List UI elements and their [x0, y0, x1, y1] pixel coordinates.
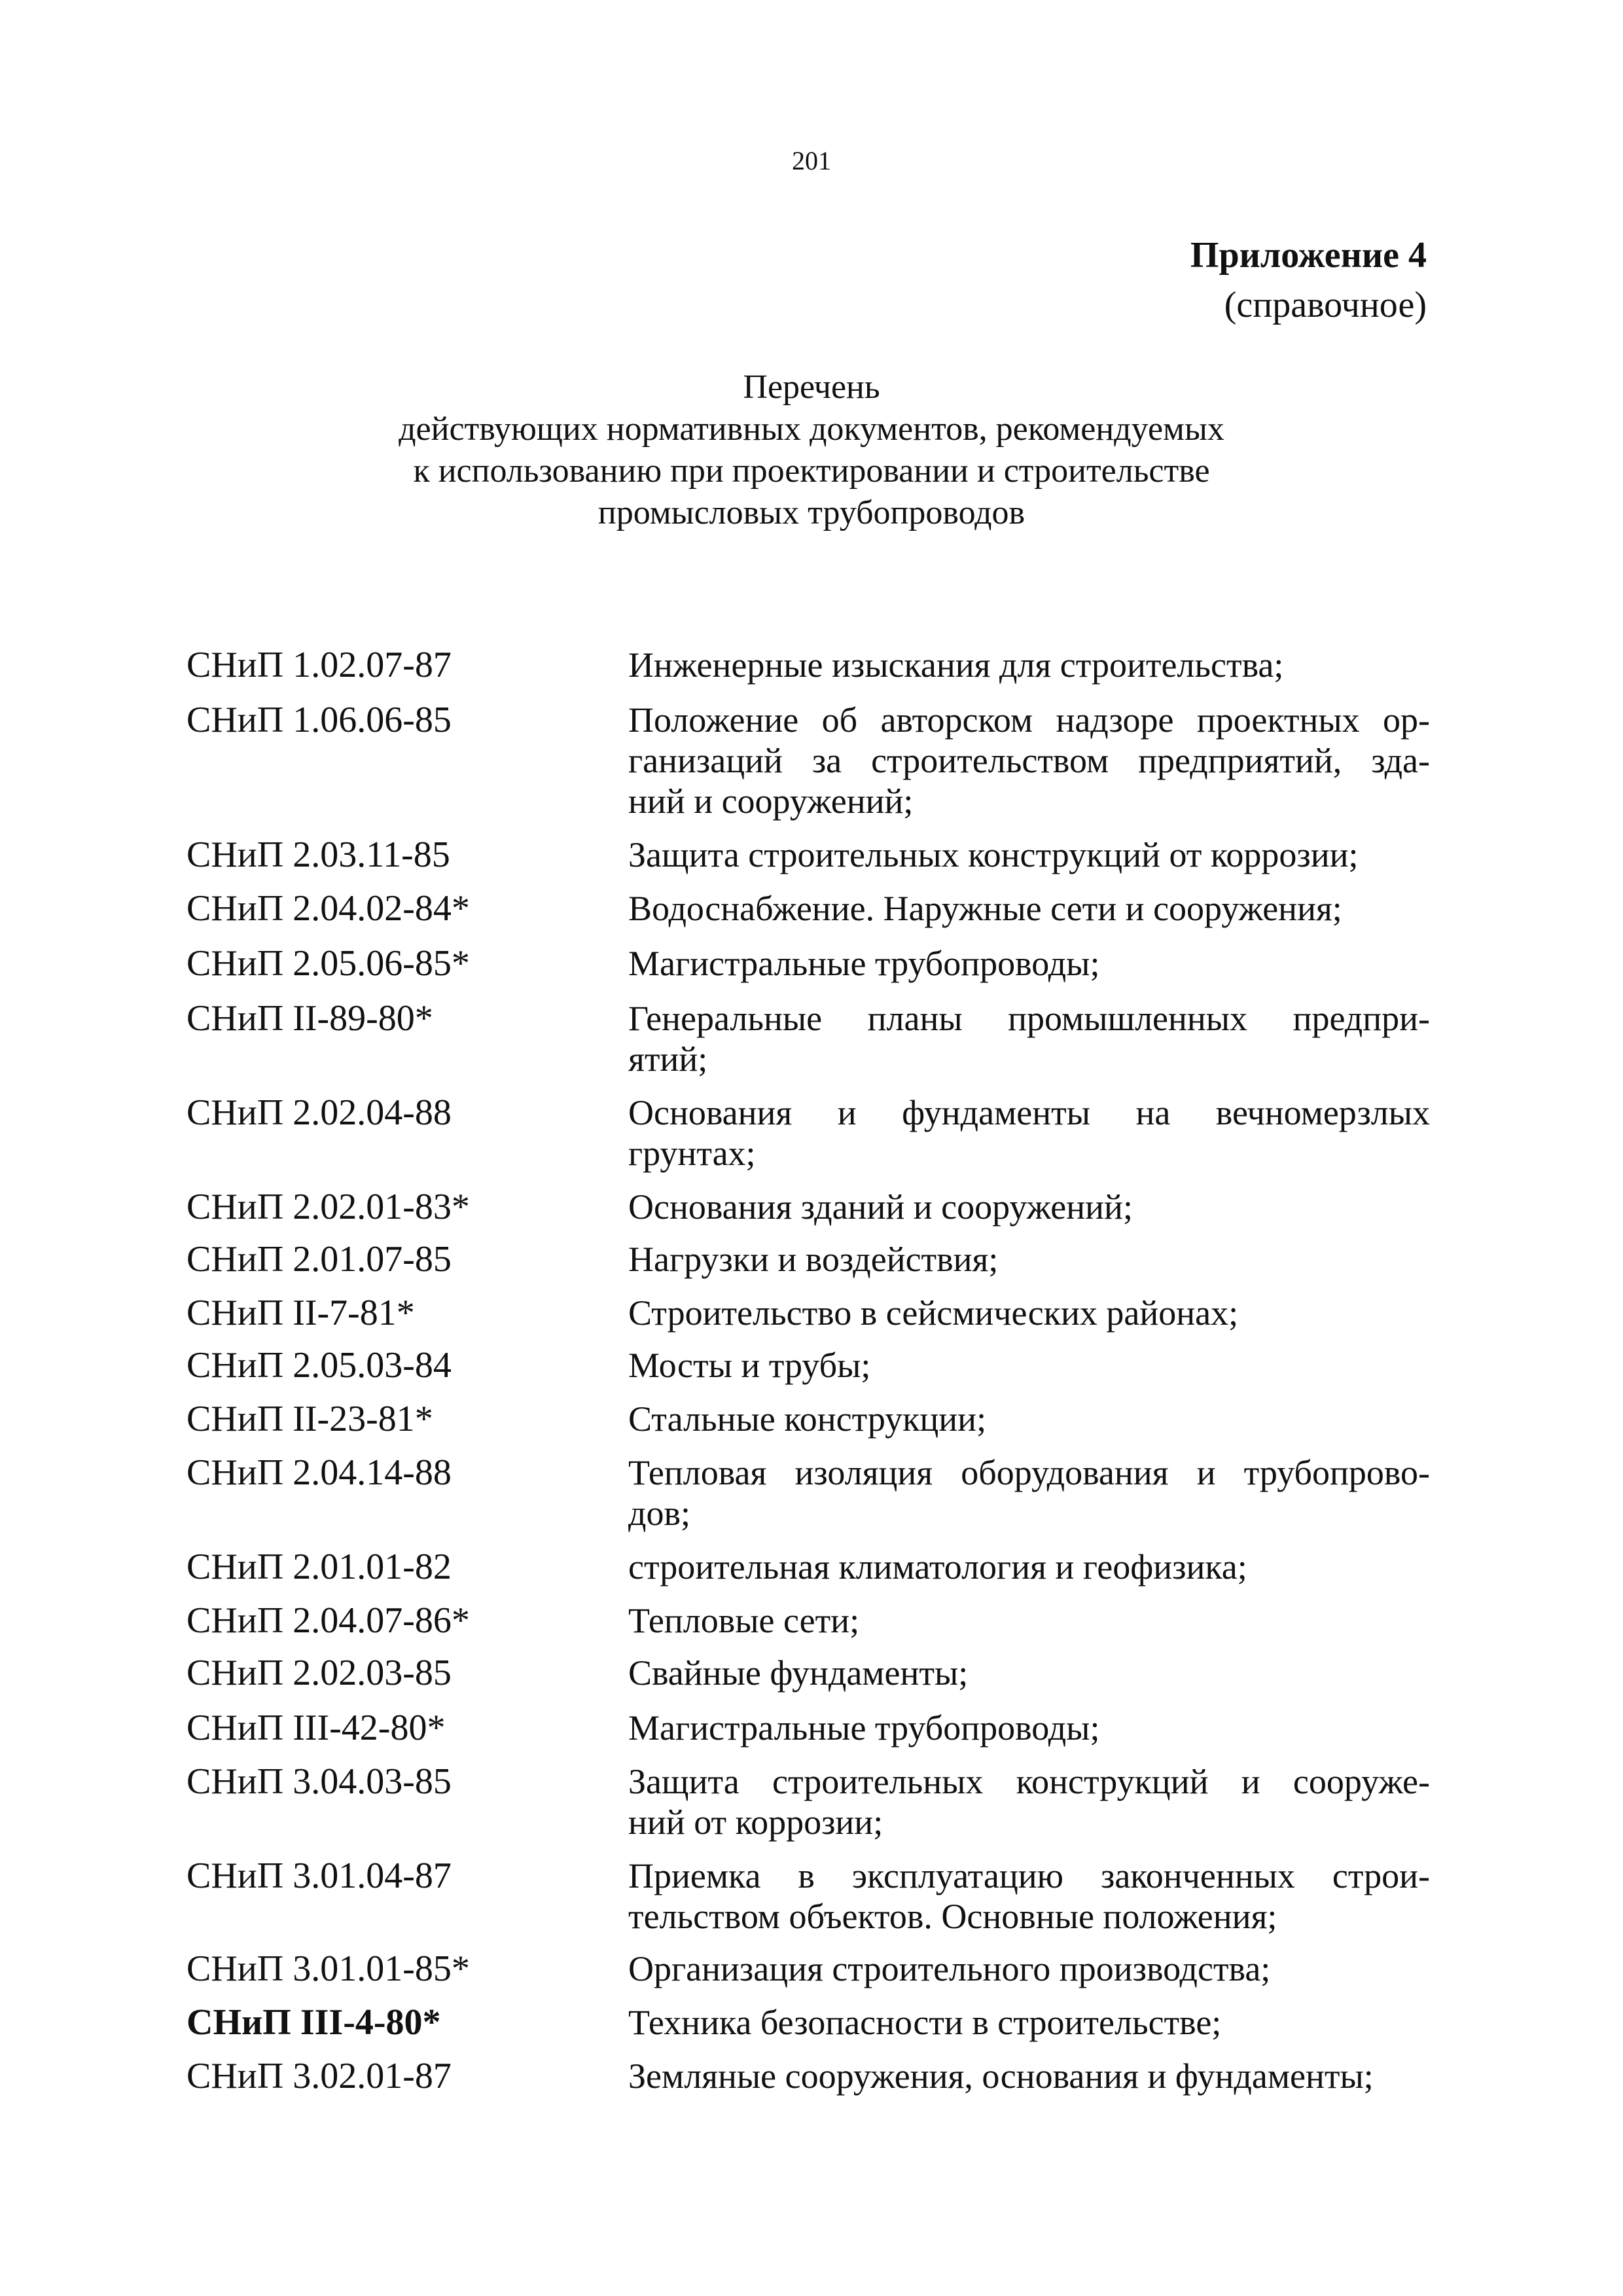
- document-title: [628, 1708, 1430, 1748]
- document-title-line: Строительство в сейсмических районах;: [628, 1293, 1239, 1333]
- document-code: СНиП 2.05.06-85*: [187, 943, 470, 984]
- document-title: [628, 2056, 1430, 2096]
- document-title: [628, 1547, 1430, 1587]
- document-row: [187, 1600, 1430, 1641]
- document-title-line: Тепловые сети;: [628, 1601, 860, 1640]
- document-title-line: ятий;: [628, 1039, 708, 1079]
- document-title: [628, 1948, 1430, 1989]
- document-code: СНиП II-7-81*: [187, 1293, 415, 1333]
- document-title-line: Техника безопасности в строительстве;: [628, 2003, 1222, 2042]
- document-row: [187, 1761, 1430, 1842]
- heading-line: Перечень: [743, 368, 880, 406]
- document-row: [187, 1239, 1430, 1280]
- document-title-line: ганизаций за строительством предприятий, зда-: [628, 741, 1430, 780]
- document-title-line: Генеральные планы промышленных предпри-: [628, 999, 1430, 1038]
- document-title: [628, 700, 1430, 821]
- document-title-line: Организация строительного производства;: [628, 1949, 1271, 1988]
- document-code: СНиП 2.05.03-84: [187, 1345, 452, 1386]
- document-title: [628, 645, 1430, 685]
- document-title: [628, 2002, 1430, 2043]
- document-title-line: Защита строительных конструкций от коррозии;: [628, 835, 1359, 874]
- document-row: [187, 998, 1430, 1079]
- document-list: [187, 632, 1430, 2096]
- document-code: СНиП 2.01.07-85: [187, 1239, 452, 1280]
- appendix-title: Приложение 4: [1190, 235, 1427, 276]
- document-title: [628, 1600, 1430, 1641]
- document-row: [187, 1708, 1430, 1748]
- document-title-line: Положение об авторском надзоре проектных ор-: [628, 700, 1430, 740]
- document-row: [187, 1092, 1430, 1174]
- document-title: [628, 998, 1430, 1079]
- document-title: [628, 1653, 1430, 1693]
- document-code: СНиП 2.03.11-85: [187, 834, 450, 875]
- document-title-line: ний и сооружений;: [628, 781, 914, 821]
- document-title-line: дов;: [628, 1494, 690, 1533]
- document-code: СНиП 2.04.02-84*: [187, 888, 470, 929]
- document-code: СНиП II-23-81*: [187, 1399, 433, 1439]
- document-title-line: Свайные фундаменты;: [628, 1653, 969, 1693]
- appendix-header: [1190, 230, 1427, 330]
- document-title: [628, 888, 1430, 929]
- document-row: [187, 1399, 1430, 1439]
- document-row: [187, 1187, 1430, 1227]
- document-row: [187, 2056, 1430, 2096]
- document-code: СНиП 3.01.04-87: [187, 1856, 452, 1896]
- document-title: [628, 1293, 1430, 1333]
- document-title-line: Магистральные трубопроводы;: [628, 944, 1100, 983]
- document-row: [187, 888, 1430, 929]
- document-row: [187, 700, 1430, 821]
- document-row: [187, 1653, 1430, 1693]
- document-code: СНиП 1.02.07-87: [187, 645, 452, 685]
- document-title-line: Водоснабжение. Наружные сети и сооружения;: [628, 889, 1342, 928]
- document-title-line: Магистральные трубопроводы;: [628, 1708, 1100, 1748]
- document-code: СНиП 2.04.07-86*: [187, 1600, 470, 1641]
- document-row: [187, 1345, 1430, 1386]
- document-title: [628, 1452, 1430, 1534]
- document-title-line: Приемка в эксплуатацию законченных строи-: [628, 1856, 1430, 1895]
- document-title-line: Земляные сооружения, основания и фундаменты;: [628, 2056, 1374, 2096]
- document-row: [187, 834, 1430, 875]
- document-title-line: Тепловая изоляция оборудования и трубопрово-: [628, 1453, 1430, 1492]
- document-row: [187, 943, 1430, 984]
- document-code: СНиП 2.04.14-88: [187, 1452, 452, 1493]
- document-title-line: грунтах;: [628, 1134, 756, 1173]
- document-title: [628, 1399, 1430, 1439]
- document-title: [628, 834, 1430, 875]
- document-code: СНиП 3.04.03-85: [187, 1761, 452, 1802]
- document-code: СНиП III-42-80*: [187, 1708, 446, 1748]
- heading-line: действующих нормативных документов, рекомендуемых: [399, 410, 1224, 448]
- heading-line: к использованию при проектировании и строительстве: [413, 452, 1210, 490]
- appendix-subtitle: (справочное): [1224, 285, 1427, 325]
- document-title: [628, 1092, 1430, 1174]
- document-code: СНиП 2.01.01-82: [187, 1547, 452, 1587]
- document-code: СНиП II-89-80*: [187, 998, 433, 1039]
- document-title: [628, 1761, 1430, 1842]
- document-title-line: строительная климатология и геофизика;: [628, 1547, 1247, 1587]
- document-code: СНиП 1.06.06-85: [187, 700, 452, 740]
- document-title-line: Инженерные изыскания для строительства;: [628, 645, 1284, 685]
- document-row: [187, 1293, 1430, 1333]
- document-title: [628, 1239, 1430, 1280]
- document-title-line: Стальные конструкции;: [628, 1399, 987, 1439]
- document-heading: [0, 367, 1623, 534]
- document-title-line: Основания зданий и сооружений;: [628, 1187, 1133, 1227]
- document-title-line: ний от коррозии;: [628, 1803, 883, 1842]
- document-row: [187, 1547, 1430, 1587]
- document-code: СНиП 2.02.04-88: [187, 1092, 452, 1133]
- page-number: 201: [792, 146, 831, 175]
- document-title-line: тельством объектов. Основные положения;: [628, 1897, 1277, 1936]
- document-title: [628, 1187, 1430, 1227]
- document-title-line: Защита строительных конструкций и сооруже-: [628, 1762, 1430, 1801]
- heading-line: промысловых трубопроводов: [597, 494, 1026, 531]
- document-title: [628, 1345, 1430, 1386]
- document-code: СНиП 3.01.01-85*: [187, 1948, 470, 1989]
- document-title-line: Основания и фундаменты на вечномерзлых: [628, 1093, 1430, 1132]
- document-code: СНиП 2.02.03-85: [187, 1653, 452, 1693]
- document-title: [628, 943, 1430, 984]
- document-title-line: Мосты и трубы;: [628, 1346, 871, 1385]
- document-code: СНиП III-4-80*: [187, 2002, 441, 2043]
- document-row: [187, 2002, 1430, 2043]
- document-code: СНиП 2.02.01-83*: [187, 1187, 470, 1227]
- document-code: СНиП 3.02.01-87: [187, 2056, 452, 2096]
- document-title: [628, 1856, 1430, 1937]
- document-title-line: Нагрузки и воздействия;: [628, 1240, 999, 1279]
- document-row: [187, 1452, 1430, 1534]
- document-row: [187, 1948, 1430, 1989]
- document-row: [187, 645, 1430, 685]
- document-row: [187, 1856, 1430, 1937]
